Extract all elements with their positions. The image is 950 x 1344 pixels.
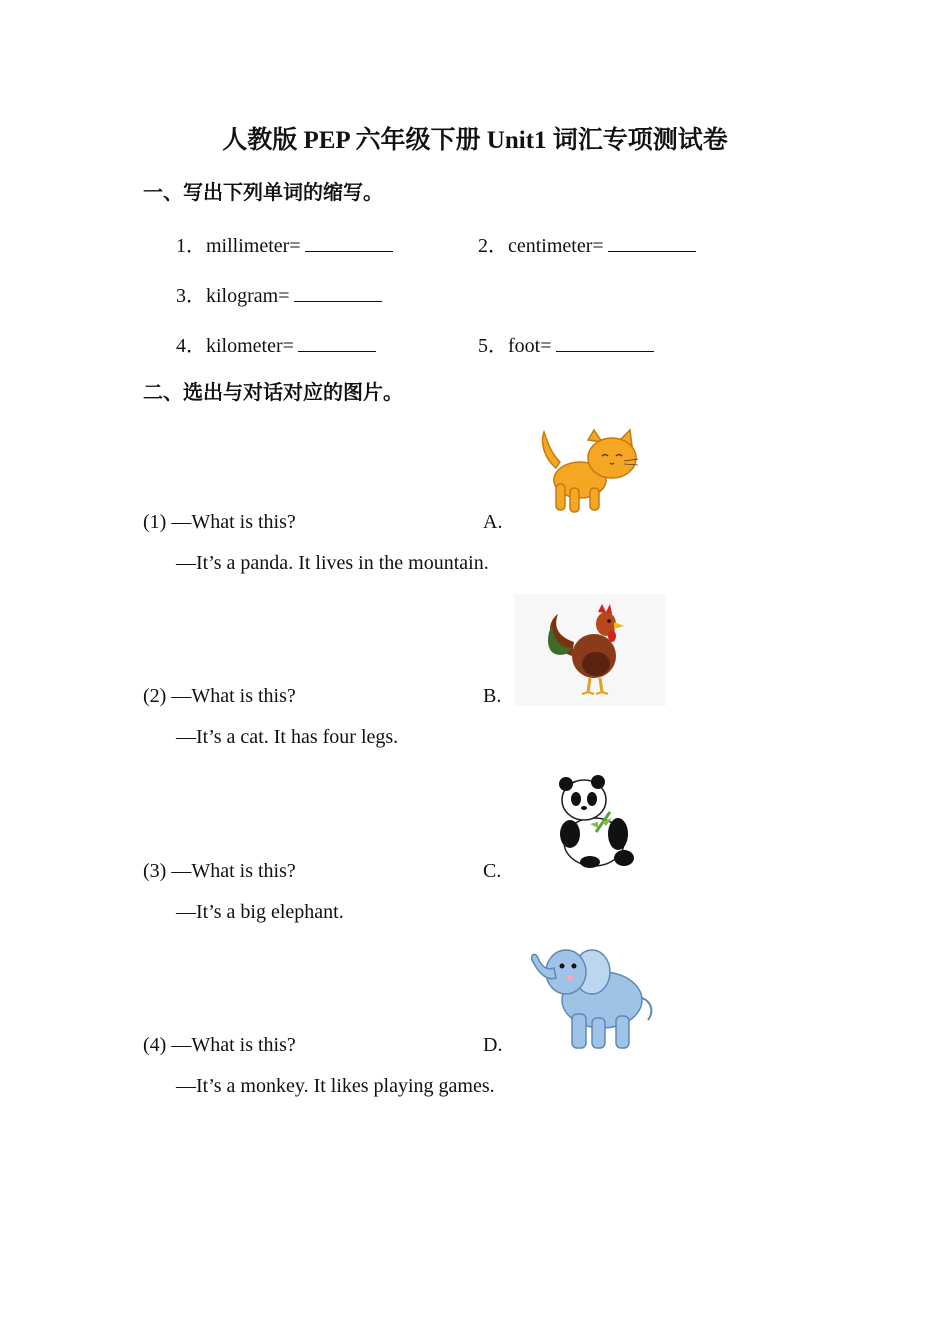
option-c-label: C. bbox=[483, 860, 502, 882]
question-number: 1． bbox=[176, 235, 206, 257]
question-number: 5． bbox=[478, 335, 508, 357]
question-word: centimeter= bbox=[508, 235, 604, 257]
answer-blank[interactable] bbox=[294, 281, 382, 302]
question-5 bbox=[478, 329, 654, 358]
page-title: 人教版 PEP 六年级下册 Unit1 词汇专项测试卷 bbox=[222, 127, 728, 154]
dialogue-3-answer: —It’s a big elephant. bbox=[176, 901, 344, 923]
option-a-label: A. bbox=[483, 511, 503, 533]
dialogue-2-answer: —It’s a cat. It has four legs. bbox=[176, 726, 399, 748]
question-number: 4． bbox=[176, 335, 206, 357]
answer-blank[interactable] bbox=[608, 231, 696, 252]
question-4 bbox=[176, 329, 376, 358]
question-2 bbox=[478, 229, 696, 258]
question-3 bbox=[176, 279, 382, 308]
answer-blank[interactable] bbox=[298, 331, 376, 352]
question-number: 3． bbox=[176, 285, 206, 307]
answer-blank[interactable] bbox=[305, 231, 393, 252]
question-word: kilogram= bbox=[206, 285, 290, 307]
section-1-heading: 一、写出下列单词的缩写。 bbox=[143, 182, 383, 204]
question-word: foot= bbox=[508, 335, 552, 357]
option-d-label: D. bbox=[483, 1034, 503, 1056]
question-1 bbox=[176, 229, 393, 258]
question-word: kilometer= bbox=[206, 335, 294, 357]
question-number: 2． bbox=[478, 235, 508, 257]
dialogue-2-question: (2) —What is this? bbox=[143, 685, 296, 707]
elephant-icon bbox=[526, 938, 658, 1054]
rooster-icon bbox=[514, 594, 666, 706]
answer-blank[interactable] bbox=[556, 331, 654, 352]
section-2-heading: 二、选出与对话对应的图片。 bbox=[143, 382, 403, 404]
dialogue-1-question: (1) —What is this? bbox=[143, 511, 296, 533]
dialogue-1-answer: —It’s a panda. It lives in the mountain. bbox=[176, 552, 489, 574]
panda-icon bbox=[554, 772, 638, 870]
question-word: millimeter= bbox=[206, 235, 301, 257]
dialogue-4-question: (4) —What is this? bbox=[143, 1034, 296, 1056]
dialogue-3-question: (3) —What is this? bbox=[143, 860, 296, 882]
dialogue-4-answer: —It’s a monkey. It likes playing games. bbox=[176, 1075, 495, 1097]
cat-icon bbox=[538, 428, 642, 518]
option-b-label: B. bbox=[483, 685, 502, 707]
